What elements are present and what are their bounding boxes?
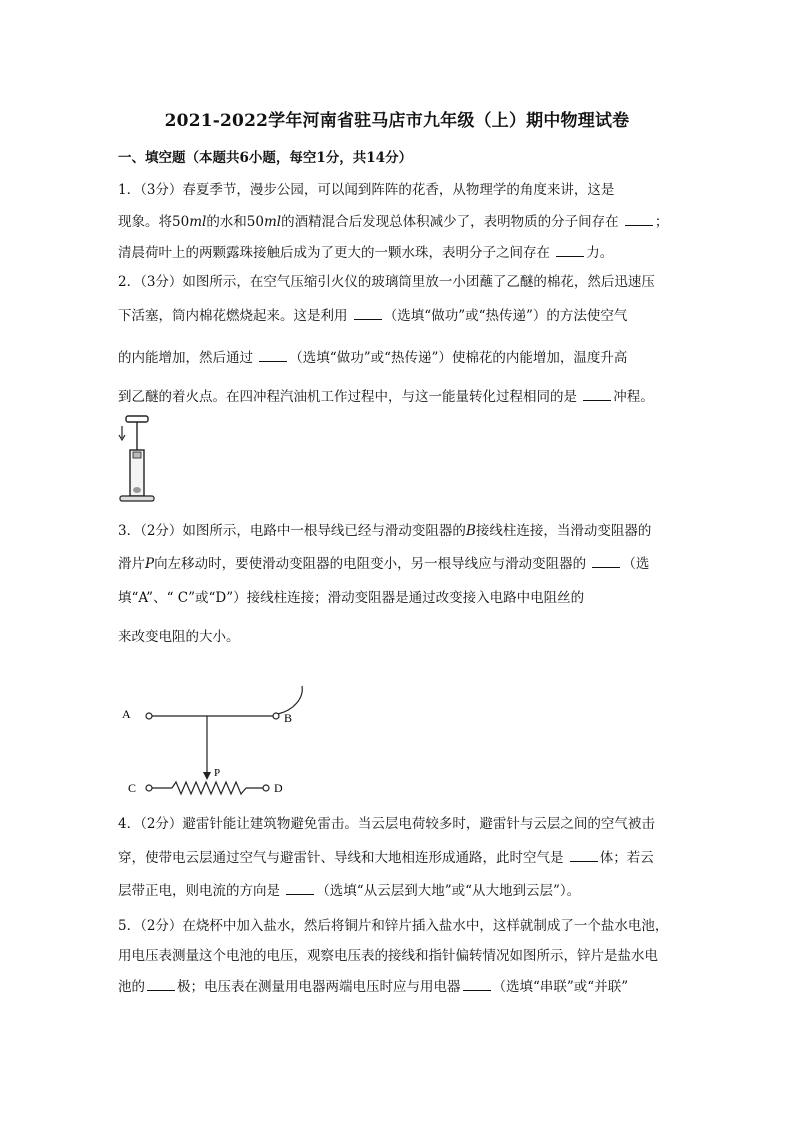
page-title: 2021-2022学年河南省驻马店市九年级（上）期中物理试卷 (164, 111, 630, 131)
q1-text: ； (654, 214, 669, 230)
slider-p-label: P (214, 767, 221, 779)
answer-blank[interactable] (354, 307, 382, 320)
terminal-a-label: A (122, 707, 131, 721)
q4-text: 体；若云 (599, 850, 654, 866)
connected-wire (278, 686, 302, 714)
terminal-a (146, 713, 152, 719)
q1-text: 的酒精混合后发现总体积减少了，表明物质的分子间存在 (281, 214, 619, 230)
answer-blank[interactable] (286, 882, 314, 895)
q2-text: 冲程。 (613, 389, 654, 405)
q3-text: （选 (622, 556, 650, 572)
section-heading: 一、填空题（本题共6小题，每空1分，共14分） (118, 150, 413, 166)
q2-line-1: 2．（3分）如图所示，在空气压缩引火仪的玻璃筒里放一小团蘸了乙醚的棉花，然后迅速压 (118, 274, 655, 290)
terminal-b-label: B (284, 711, 293, 725)
unit: ml (189, 214, 207, 230)
answer-blank[interactable] (570, 849, 598, 862)
terminal-d (263, 785, 269, 791)
q2-text: 到乙醚的着火点。在四冲程汽油机工作过程中，与这一能量转化过程相同的是 (118, 389, 577, 405)
q2-line-2 (118, 304, 627, 324)
q1-text: 清晨荷叶上的两颗露珠接触后成为了更大的一颗水珠，表明分子之间存在 (118, 245, 550, 261)
q2-line-3 (118, 346, 627, 366)
q2-line-4 (118, 385, 654, 405)
answer-blank[interactable] (592, 555, 620, 568)
q5-line-1: 5．（2分）在烧杯中加入盐水，然后将铜片和锌片插入盐水中，这样就制成了一个盐水电池， (118, 918, 669, 934)
q5-text: 池的 (118, 979, 145, 995)
q4-line-2 (118, 846, 654, 866)
answer-blank[interactable] (463, 978, 491, 991)
rheostat-figure (118, 680, 328, 798)
q4-text: （选填“从云层到大地”或“从大地到云层”）。 (316, 883, 581, 899)
terminal-c (146, 785, 152, 791)
unit: ml (264, 214, 282, 230)
q1-line-1: 1．（3分）春夏季节，漫步公园，可以闻到阵阵的花香，从物理学的角度来讲，这是 (118, 182, 615, 198)
q2-text: 的内能增加，然后通过 (118, 350, 253, 366)
q1-text: 力。 (586, 245, 614, 261)
q5-line-2: 用电压表测量这个电池的电压，观察电压表的接线和指针偏转情况如图所示，锌片是盐水电 (118, 948, 658, 964)
q3-text: 3．（2分）如图所示，电路中一根导线已经与滑动变阻器的 (118, 523, 466, 539)
slider-label: P (145, 556, 155, 572)
q4-text: 穿，使带电云层通过空气与避雷针、导线和大地相连形成通路，此时空气是 (118, 850, 564, 866)
q3-text: 接线柱连接，当滑动变阻器的 (475, 523, 652, 539)
q1-text: 的水和50 (206, 214, 264, 230)
answer-blank[interactable] (625, 213, 653, 226)
q3-line-4: 来改变电阻的大小。 (118, 629, 240, 645)
piston-handle (126, 416, 148, 422)
q1-line-3 (118, 241, 613, 261)
q5-line-3 (118, 975, 628, 995)
answer-blank[interactable] (259, 349, 287, 362)
terminal-d-label: D (274, 781, 283, 795)
terminal-c-label: C (128, 781, 137, 795)
q5-text: （选填“串联”或“并联” (492, 979, 629, 995)
answer-blank[interactable] (583, 388, 611, 401)
terminal-label: B (465, 523, 476, 539)
answer-blank[interactable] (556, 244, 584, 257)
resistance-wire (172, 782, 246, 794)
q2-text: （选填“做功”或“热传递”）使棉花的内能增加，温度升高 (289, 350, 628, 366)
q3-text: 滑片 (118, 556, 145, 572)
q4-line-3 (118, 879, 580, 899)
compression-igniter-figure (116, 412, 160, 504)
piston (133, 452, 141, 458)
slider-arrow-icon (203, 772, 211, 780)
cotton (133, 487, 141, 493)
q2-text: 下活塞，筒内棉花燃烧起来。这是利用 (118, 308, 348, 324)
q4-line-1: 4．（2分）避雷针能让建筑物避免雷击。当云层电荷较多时，避雷针与云层之间的空气被击 (118, 816, 655, 832)
q2-text: （选填“做功”或“热传递”）的方法使空气 (383, 308, 628, 324)
q1-line-2 (118, 210, 668, 230)
q3-line-1 (118, 519, 651, 539)
answer-blank[interactable] (147, 978, 175, 991)
q3-line-3: 填“A”、“ C”或“D”）接线柱连接；滑动变阻器是通过改变接入电路中电阻丝的 (118, 590, 585, 606)
q3-line-2 (118, 552, 649, 572)
q1-text: 现象。将50 (118, 214, 190, 230)
base (120, 496, 154, 501)
q3-text: 向左移动时，要使滑动变阻器的电阻变小，另一根导线应与滑动变阻器的 (154, 556, 587, 572)
q4-text: 层带正电，则电流的方向是 (118, 883, 280, 899)
q5-text: 极；电压表在测量用电器两端电压时应与用电器 (177, 979, 461, 995)
